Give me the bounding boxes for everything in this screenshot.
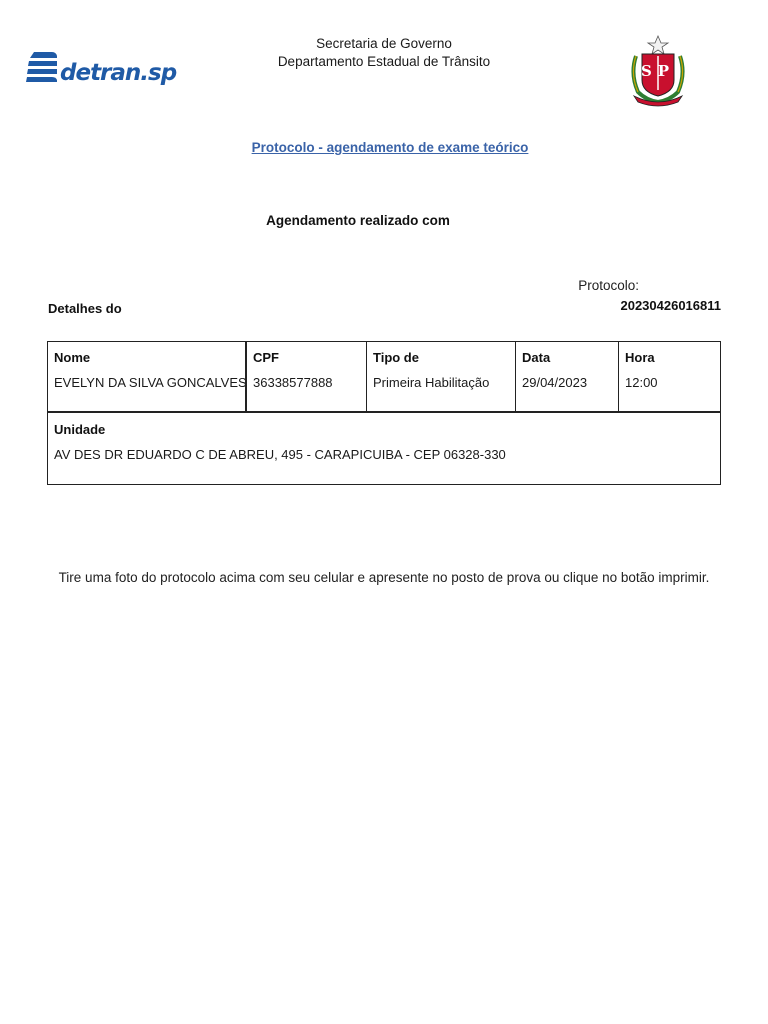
instruction-note: Tire uma foto do protocolo acima com seu celular e apresente no posto de prova ou clique no botão imprimir. bbox=[58, 570, 710, 585]
detran-sp-logo bbox=[26, 49, 177, 91]
protocol-label: Protocolo: bbox=[578, 278, 639, 293]
cell-hora bbox=[618, 342, 721, 411]
appointment-details-table bbox=[47, 341, 721, 485]
header-data: Data bbox=[522, 350, 551, 365]
header-line-secretaria: Secretaria de Governo bbox=[316, 36, 452, 51]
header-unidade: Unidade bbox=[54, 422, 106, 437]
cell-nome bbox=[48, 342, 245, 411]
seal-letters: SP bbox=[640, 62, 676, 80]
header-tipo: Tipo de bbox=[373, 350, 419, 365]
header-cpf: CPF bbox=[253, 350, 279, 365]
value-cpf: 36338577888 bbox=[253, 375, 333, 390]
confirmation-message: Agendamento realizado com bbox=[266, 213, 450, 228]
value-data: 29/04/2023 bbox=[522, 375, 588, 390]
table-row-unidade bbox=[48, 413, 720, 484]
protocol-number: 20230426016811 bbox=[620, 298, 721, 313]
value-hora: 12:00 bbox=[625, 375, 658, 390]
logo-wordmark: detran.sp bbox=[60, 60, 177, 86]
details-heading: Detalhes do bbox=[48, 301, 122, 316]
cell-data bbox=[515, 342, 618, 411]
header-hora: Hora bbox=[625, 350, 655, 365]
value-unidade: AV DES DR EDUARDO C DE ABREU, 495 - CARAPICUIBA - CEP 06328-330 bbox=[54, 447, 506, 462]
document-title-link[interactable]: Protocolo - agendamento de exame teórico bbox=[251, 140, 529, 155]
sao-paulo-coat-of-arms-icon bbox=[628, 34, 688, 108]
table-row bbox=[48, 342, 720, 413]
cell-tipo bbox=[366, 342, 515, 411]
value-nome: EVELYN DA SILVA GONCALVES bbox=[54, 375, 247, 390]
value-tipo: Primeira Habilitação bbox=[373, 375, 490, 390]
header-nome: Nome bbox=[54, 350, 91, 365]
header-line-departamento: Departamento Estadual de Trânsito bbox=[277, 54, 491, 69]
cell-cpf bbox=[245, 342, 366, 411]
header-organization bbox=[234, 35, 534, 71]
